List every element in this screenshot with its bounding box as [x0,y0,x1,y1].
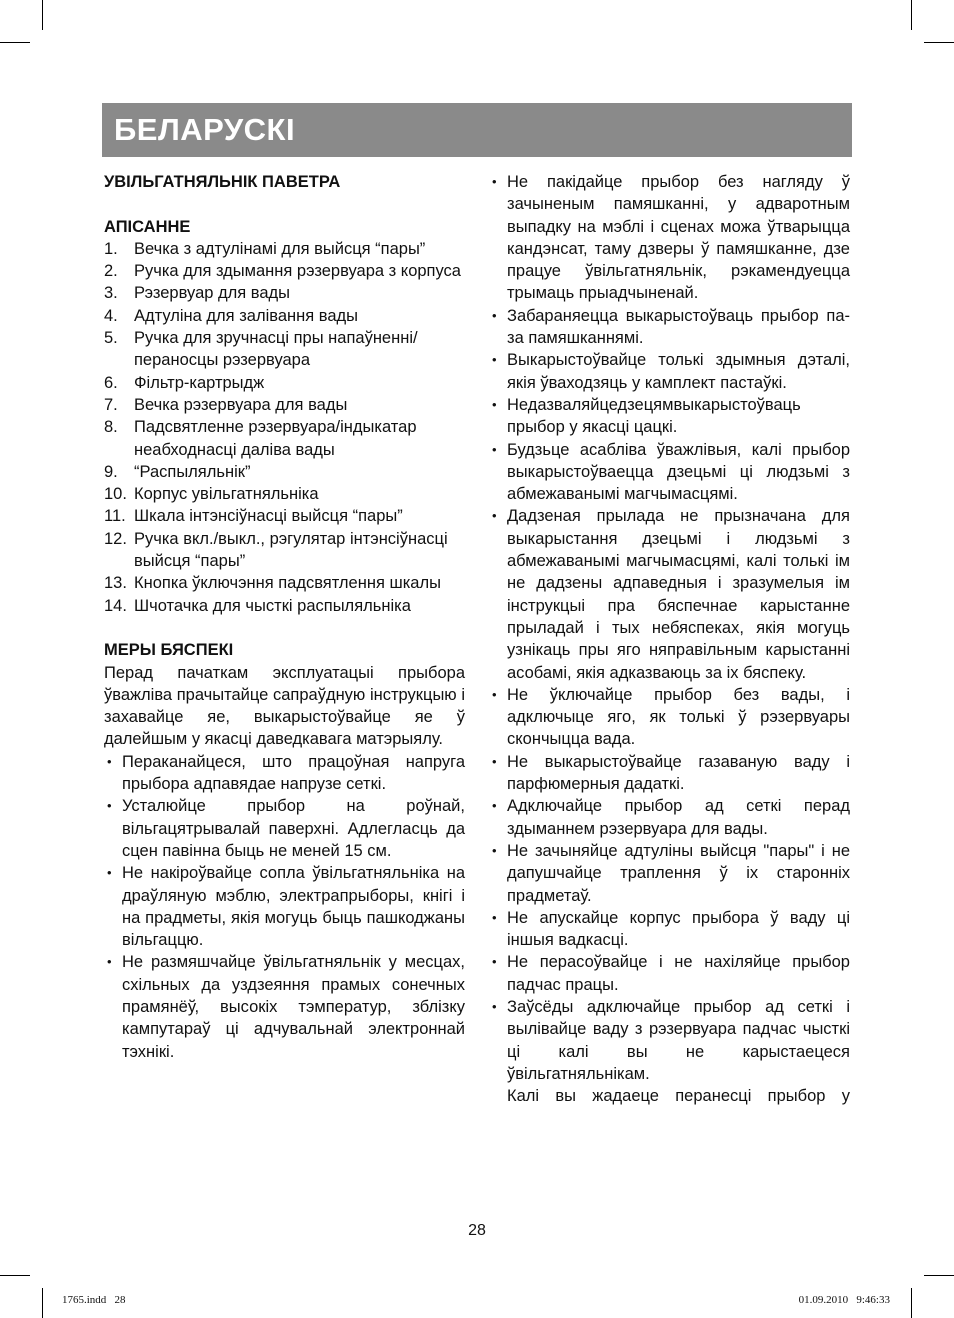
item-number: 11. [104,507,126,526]
crop-mark [0,42,30,43]
footer-timestamp: 01.09.2010 9:46:33 [798,1294,890,1306]
list-item [104,394,465,416]
list-item: • Недазваляйцедзецямвыкарыстоўваць прыбор у якасці цацкі. [489,394,850,439]
safety-list-left [104,751,465,1063]
list-item: • Выкарыстоўвайце толькі здымныя дэталі, якія ўваходзяць у камплект пастаўкі. [489,349,850,394]
list-item [104,528,465,573]
list-item: • Не апускайце корпус прыбора ў ваду ці іншыя вадкасці. [489,907,850,952]
safety-list-right [489,171,850,1085]
crop-mark [42,1288,43,1318]
item-text: Корпус увільгатняльніка [134,485,319,504]
item-text: “Распыляльнік” [134,462,251,481]
item-text: Ручка для зручнасці пры напаўненні/ пераносцы рэзервуара [134,329,418,370]
item-number: 8. [104,418,118,437]
item-number: 6. [104,373,118,392]
item-number: 1. [104,239,118,258]
item-number: 4. [104,306,118,325]
list-item [104,372,465,394]
item-text: Вечка з адтулінамі для выйсця “пары” [134,239,426,258]
list-item [104,461,465,483]
list-item: • Забараняецца выкарыстоўваць прыбор па-за памяшканнямі. [489,305,850,350]
list-item [104,595,465,617]
language-title: БЕЛАРУСКІ [114,112,296,147]
item-text: Ручка вкл./выкл., рэгулятар інтэнсіўнасці выйсця “пары” [134,529,448,571]
safety-heading: МЕРЫ БЯСПЕКІ [104,641,234,660]
left-column [104,171,465,1063]
item-number: 14. [104,596,127,615]
list-item: • Не накіроўвайце сопла ўвільгатняльніка на драўляную мэблю, электрапрыборы, кнігі і на прадметы, якія могуць быць пашкоджаны вільгаццю. [104,862,465,951]
product-title: УВІЛЬГАТНЯЛЬНІК ПАВЕТРА [104,173,341,191]
list-item [104,260,465,282]
list-item [104,572,465,594]
crop-mark [911,1288,912,1318]
list-item: • Не перасоўвайце і не нахіляйце прыбор падчас працы. [489,951,850,996]
list-item: • Пераканайцеся, што працоўная напруга прыбора адпавядае напрузе сеткі. [104,751,465,796]
item-text: Падсвятленне рэзервуара/індыкатар неабходнасці даліва вады [134,418,417,459]
list-item [104,238,465,260]
item-text: Рэзервуар для вады [134,284,291,303]
list-item: • Адключайце прыбор ад сеткі перад здыманнем рэзервуара для вады. [489,795,850,840]
description-heading: АПІСАННЕ [104,217,191,236]
item-number: 10. [104,485,127,504]
list-item [104,505,465,527]
list-item: • Заўсёды адключайце прыбор ад сеткі і вылівайце ваду з рэзервуара падчас чысткі ці калі вы не карыстаецеся ўвільгатняльнікам. [489,996,850,1085]
continuation-text: Калі вы жадаеце перанесці прыбор у [507,1087,850,1106]
list-item [104,305,465,327]
list-item: • Не пакідайце прыбор без нагляду ў зачыненым памяшканні, у адваротным выпадку на мэблі і сценах можа ўтварыцца кандэнсат, таму дзверы ў памяшканне, дзе працуе ўвільгатняльнік, рэкамендуецца трымаць прыадчыненай. [489,171,850,305]
item-number: 7. [104,395,118,414]
list-item [104,327,465,372]
list-item [104,282,465,304]
list-item: • Дадзеная прылада не прызначана для выкарыстання дзецьмі і людзьмі з абмежаванымі магчымасцямі, калі толькі ім не дадзены адпаведныя і зразумелыя ім інструкцыі пра бяспечнае карыстанне прыладай і тых небяспеках, якія могуць узнікаць пры яго няправільным карыстанні асобамі, якія адказваюць за іх бяспеку. [489,505,850,683]
crop-mark [42,0,43,30]
item-text: Фільтр-картрыдж [134,373,265,392]
item-text: Шчотачка для чысткі распыляльніка [134,596,411,615]
list-item: • Не зачыняйце адтуліны выйсця "пары" і не дапушчайце траплення ў іх старонніх прадметаў. [489,840,850,907]
item-number: 12. [104,529,127,548]
item-text: Вечка рэзервуара для вады [134,395,348,414]
item-text: Адтуліна для залівання вады [134,306,358,325]
page-number: 28 [468,1222,486,1239]
list-item: • Не ўключайце прыбор без вады, і адключыце яго, як толькі ў рэзервуары скончыцца вада. [489,684,850,751]
language-header-band [102,103,852,157]
item-text: Шкала інтэнсіўнасці выйсця “пары” [134,507,403,526]
list-item [104,416,465,461]
item-number: 2. [104,262,118,281]
list-item: • Не размяшчайце ўвільгатняльнік у месцах, схільных да уздзеяння прамых сонечных прамянёў, высокіх тэмператур, зблізку кампутараў ці адчувальнай электроннай тэхнікі. [104,951,465,1062]
list-item: • Будзьце асабліва ўважлівыя, калі прыбор выкарыстоўваецца дзецьмі ці людзьмі з абмежаванымі магчымасцямі. [489,439,850,506]
item-text: Кнопка ўключэння падсвятлення шкалы [134,574,441,593]
footer-file-info: 1765.indd 28 [62,1294,126,1306]
crop-mark [924,42,954,43]
item-number: 5. [104,329,118,348]
list-item: • Не выкарыстоўвайце газаваную ваду і парфюмерныя дадаткі. [489,751,850,796]
list-item: • Усталюйце прыбор на роўнай, вільгацятрывалай паверхні. Адлегласць да сцен павінна быць не меней 15 см. [104,795,465,862]
item-text: Ручка для здымання рэзервуара з корпуса [134,262,461,281]
list-item [104,483,465,505]
item-number: 9. [104,462,118,481]
crop-mark [0,1275,30,1276]
safety-intro: Перад пачаткам эксплуатацыі прыбора ўважліва прачытайце сапраўдную інструкцыю і захавайце яе, выкарыстоўвайце яе ў далейшым у якасці даведкавага матэрыялу. [104,663,465,749]
parts-list [104,238,465,617]
crop-mark [924,1275,954,1276]
right-column [489,171,850,1107]
item-number: 3. [104,284,118,303]
crop-mark [911,0,912,30]
item-number: 13. [104,574,127,593]
